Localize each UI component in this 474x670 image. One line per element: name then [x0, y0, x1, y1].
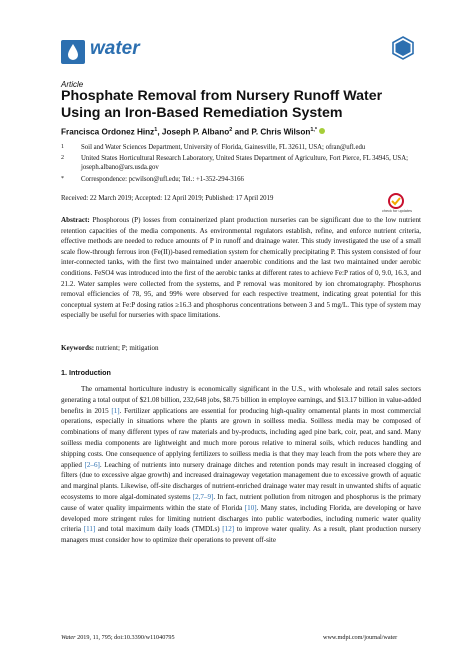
keywords-label: Keywords:: [61, 344, 95, 352]
mdpi-logo-icon[interactable]: [391, 36, 415, 60]
affiliation-text: Soil and Water Sciences Department, University of Florida, Gainesville, FL 32611, USA; ofran@ufl.edu: [81, 144, 366, 151]
author-name[interactable]: P. Chris Wilson: [251, 127, 311, 137]
keywords: [61, 344, 159, 352]
footer-citation-rest: 2019, 11, 795; doi:10.3390/w11040795: [77, 634, 175, 641]
body-text: and total maximum daily loads (TMDLs): [95, 525, 223, 534]
abstract: [61, 215, 421, 321]
affiliation-text: United States Horticultural Research Laboratory, United States Department of Agriculture, Fort Pierce, FL 34945, USA; joseph.albano@ars.usda.gov: [81, 155, 408, 171]
author-list: [61, 127, 325, 137]
check-for-updates-icon[interactable]: [382, 192, 412, 216]
body-text: . Many states, including Florida, are developing or have developed more stringent rules for limiting nutrient discharges into public waterbodies, including numeric water quality criteria: [61, 503, 421, 534]
footer-journal: Water: [61, 634, 76, 641]
body-text: The ornamental horticulture industry is economically significant in the U.S., with wholesale and retail sales sectors generating a total output of $21.08 billion, 232,648 jobs, $8.75 billion in employee earnings, and $13.17 billion in value-added benefits in 2015: [61, 385, 421, 415]
reference-link[interactable]: [1]: [111, 406, 120, 415]
author-name[interactable]: Joseph P. Albano: [161, 127, 230, 137]
section-heading: 1. Introduction: [61, 368, 111, 377]
body-text: to improve water quality. As a result, plant production nursery managers must consider how to optimize their operations to prevent off-site: [61, 525, 421, 545]
footer-url[interactable]: www.mdpi.com/journal/water: [323, 634, 398, 641]
article-type: Article: [61, 80, 84, 89]
author-sep: ,: [157, 127, 162, 137]
publication-dates: Received: 22 March 2019; Accepted: 12 April 2019; Published: 17 April 2019: [61, 195, 274, 202]
author-sep: and: [232, 127, 252, 137]
orcid-icon[interactable]: [319, 128, 325, 134]
author-sup: 1,*: [310, 127, 318, 133]
correspondence-text: Correspondence: pcwilson@ufl.edu; Tel.: +1-352-294-3166: [81, 176, 244, 183]
author-sup: 2: [229, 127, 233, 133]
journal-logo-icon: [61, 40, 85, 64]
footer-citation: [61, 634, 175, 641]
affiliation-mark: 1: [61, 144, 64, 150]
introduction-paragraph: [61, 384, 421, 546]
paper-title: Phosphate Removal from Nursery Runoff Water Using an Iron-Based Remediation System: [61, 88, 383, 121]
author-sup: 1: [154, 127, 158, 133]
keywords-text: nutrient; P; mitigation: [95, 344, 159, 352]
body-text: . Leaching of nutrients into nursery drainage ditches and retention ponds may result in increased clogging of filters (due to excessive algae growth) and increased drainageway vegetation management due to excessive growth of aquatic and marginal plants. Likewise, off-site discharges of nutrient-enriched drainage water may result in unwanted shifts of aquatic ecosystems to more algal-dominated systems: [61, 460, 421, 501]
abstract-text: Phosphorous (P) losses from containerized plant production nurseries can be significant due to the low nutrient retention capacities of the media components. As environmental regulators establish, refine, and enforce nutrient criteria, effective methods are needed to reduce amounts of P in runoff and drainage water. This study investigated the use of a small scale flow-through ferrous iron (Fe(II))-based remediation system for chemically precipitating P. This system consisted of four inter-connected tanks, with the first two maintained under anaerobic conditions and the last two maintained under aerobic conditions. FeSO4 was introduced into the first of the aerobic tanks at different rates to achieve Fe:P ratios of 0, 9.0, 16.3, and 21.2. Water samples were collected from the systems, and P removal was monitored by ion chromatography. Phosphorus removal efficiencies of 78, 95, and 99% were observed for each respective treatment, indicating great potential for this conceptual system at Fe:P dosing ratios ≥16.3 and phosphorus concentrations between 3 and 5 mg/L. This type of system may especially be useful for nurseries with space limitations.: [61, 216, 421, 320]
author-name[interactable]: Francisca Ordonez Hinz: [61, 127, 155, 137]
check-for-updates-label: check for updates: [382, 209, 412, 213]
affiliation-mark: *: [61, 176, 64, 182]
reference-link[interactable]: [2–6]: [84, 460, 100, 469]
reference-link[interactable]: [2,7–9]: [192, 492, 214, 501]
body-text: . In fact, nutrient pollution from nitrogen and phosphorus is the primary cause of water quality impairments within the state of Florida: [61, 492, 422, 512]
reference-link[interactable]: [12]: [222, 525, 235, 534]
reference-link[interactable]: [10]: [244, 503, 257, 512]
journal-name[interactable]: water: [90, 38, 140, 59]
abstract-label: Abstract:: [61, 216, 90, 224]
body-text: . Fertilizer applications are essential for producing high-quality ornamental plants in most commercial operations, especially in situations where the plants are grown in soilless media. Soilless media may be composed of combinations of many different types of raw materials and by-products, including aged pine bark, coir, peat, and sand. Many soilless media components are lightweight and much more porous relative to mineral soils, which reduces handling and shipping costs. One consequence of applying fertilizers to soilless media is that they may leach from the pots where they are applied: [61, 406, 421, 469]
reference-link[interactable]: [11]: [83, 525, 96, 534]
affiliation-mark: 2: [61, 155, 64, 161]
